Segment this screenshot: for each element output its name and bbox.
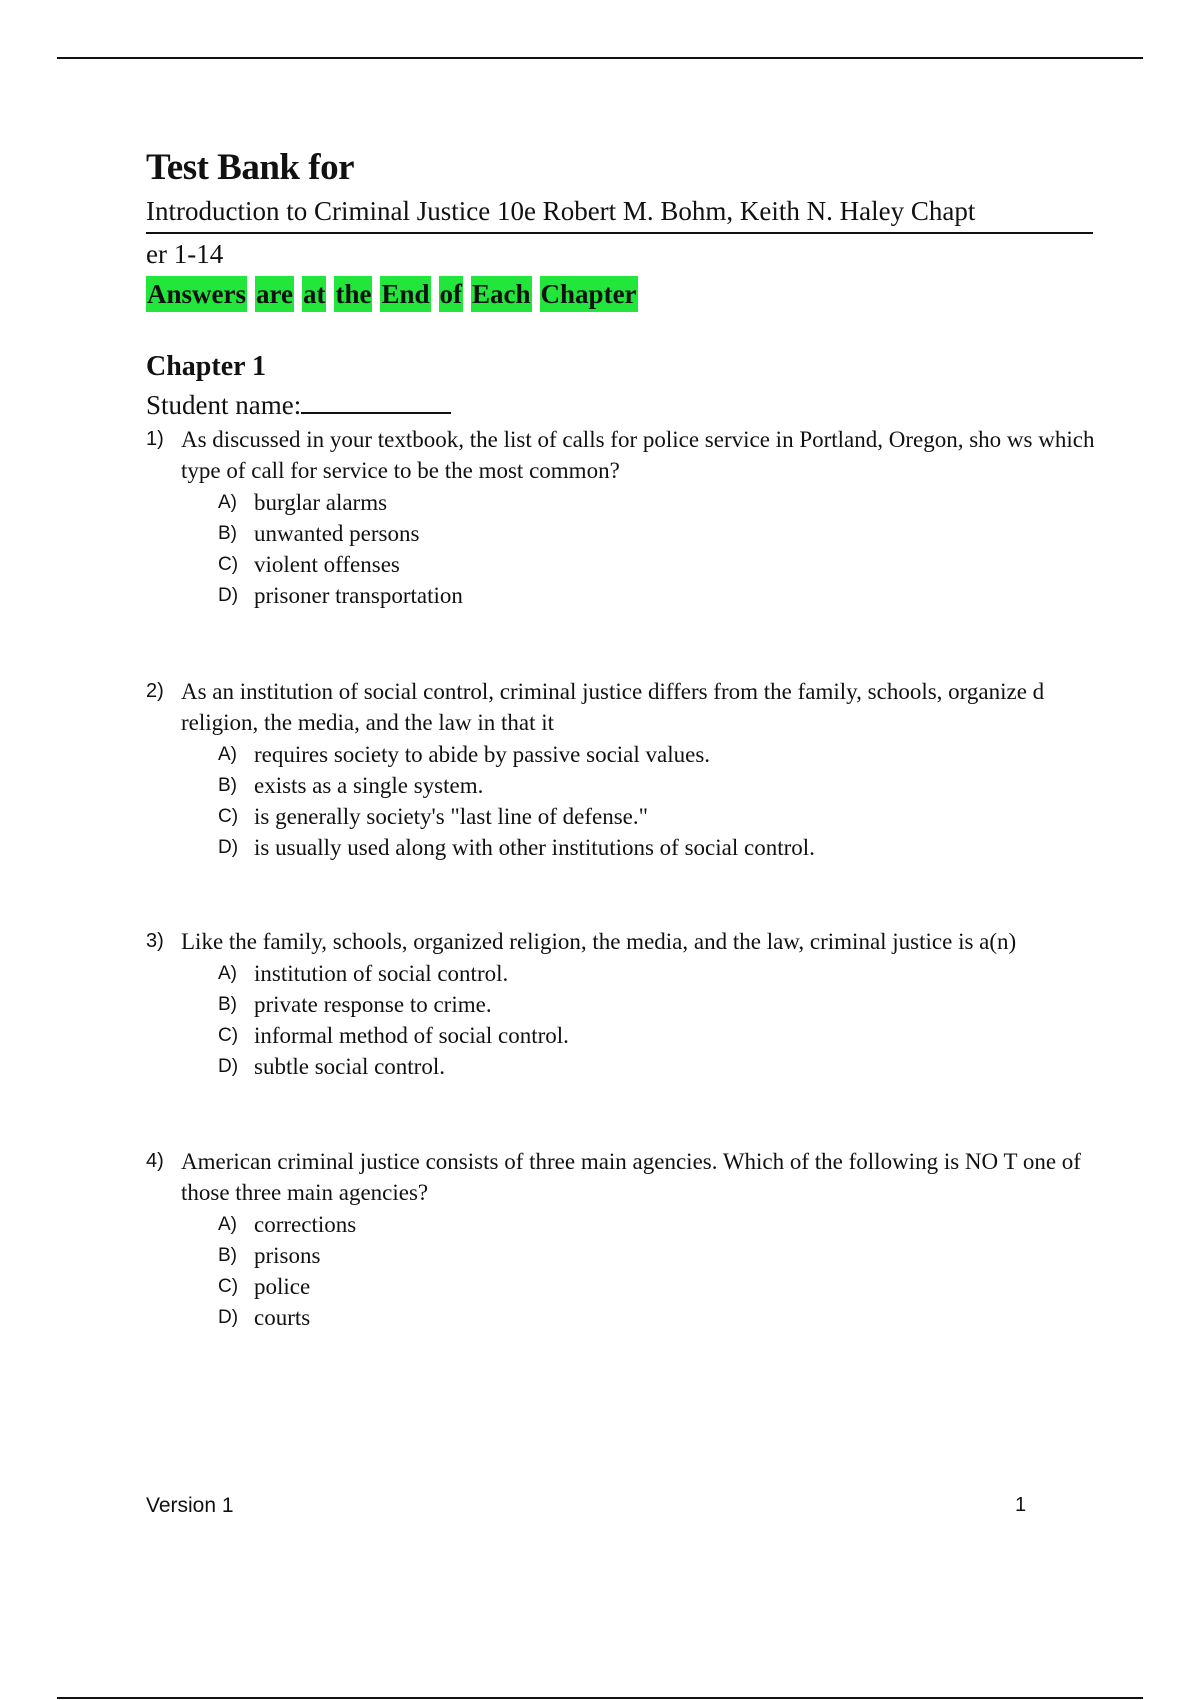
- option-letter: B): [218, 1245, 237, 1266]
- option-text: unwanted persons: [254, 521, 420, 546]
- answers-note-word: Answers: [146, 276, 247, 312]
- option: [218, 1302, 1096, 1333]
- bottom-rule: [57, 1697, 1143, 1699]
- option-letter: D): [218, 1307, 239, 1328]
- option-letter: A): [218, 1214, 237, 1235]
- option-letter: C): [218, 554, 239, 575]
- answers-note-word: End: [380, 276, 430, 312]
- option-text: institution of social control.: [254, 961, 509, 986]
- option-text: violent offenses: [254, 552, 400, 577]
- option-letter: D): [218, 837, 239, 858]
- option-letter: B): [218, 775, 237, 796]
- option-text: prisons: [254, 1243, 321, 1268]
- subtitle-line-2: er 1-14: [146, 239, 224, 269]
- option: [218, 989, 1096, 1020]
- option: [218, 801, 1096, 832]
- options-list: [218, 487, 1096, 611]
- option: [218, 1020, 1096, 1051]
- answers-note-word: the: [334, 276, 372, 312]
- footer-version: Version 1: [146, 1494, 234, 1517]
- student-name-row: [146, 387, 1096, 423]
- question-number: 4): [146, 1150, 164, 1172]
- question-text: As discussed in your textbook, the list of calls for police service in Portland, Oregon, sho ws which type of call for service to be the most common?: [181, 427, 1095, 483]
- question-1: [146, 424, 1096, 611]
- option-text: courts: [254, 1305, 311, 1330]
- question-4: [146, 1146, 1096, 1333]
- question-number: 3): [146, 930, 164, 952]
- question-text: Like the family, schools, organized religion, the media, and the law, criminal justice is a(n): [181, 929, 1017, 954]
- option-letter: D): [218, 585, 239, 606]
- header-block: [146, 143, 1096, 423]
- student-name-label: Student name:: [146, 390, 302, 420]
- option: [218, 487, 1096, 518]
- option-text: private response to crime.: [254, 992, 492, 1017]
- option-text: is usually used along with other institutions of social control.: [254, 835, 815, 860]
- option-text: subtle social control.: [254, 1054, 445, 1079]
- footer-page-number: 1: [1015, 1494, 1027, 1516]
- option-letter: C): [218, 1276, 239, 1297]
- option-text: requires society to abide by passive social values.: [254, 742, 711, 767]
- option-text: prisoner transportation: [254, 583, 463, 608]
- option-letter: A): [218, 963, 237, 984]
- option: [218, 832, 1096, 863]
- option: [218, 958, 1096, 989]
- option-letter: C): [218, 806, 239, 827]
- option: [218, 739, 1096, 770]
- option: [218, 549, 1096, 580]
- option: [218, 770, 1096, 801]
- option-text: is generally society's "last line of defense.": [254, 804, 648, 829]
- option-letter: D): [218, 1056, 239, 1077]
- question-number: 1): [146, 428, 164, 450]
- option-text: corrections: [254, 1212, 357, 1237]
- option: [218, 580, 1096, 611]
- document-title: Test Bank for: [146, 147, 355, 188]
- student-name-blank[interactable]: [301, 390, 451, 414]
- option: [218, 1240, 1096, 1271]
- answers-note: [146, 276, 1096, 312]
- option-text: informal method of social control.: [254, 1023, 569, 1048]
- top-rule: [57, 57, 1143, 59]
- option-letter: A): [218, 744, 237, 765]
- subtitle-line-1: Introduction to Criminal Justice 10e Robert M. Bohm, Keith N. Haley Chapt: [146, 193, 1093, 234]
- chapter-heading: Chapter 1: [146, 351, 267, 382]
- option: [218, 1271, 1096, 1302]
- option-text: exists as a single system.: [254, 773, 484, 798]
- question-number: 2): [146, 680, 164, 702]
- option-letter: B): [218, 523, 237, 544]
- option: [218, 1051, 1096, 1082]
- option: [218, 1209, 1096, 1240]
- options-list: [218, 1209, 1096, 1333]
- option-letter: A): [218, 492, 237, 513]
- question-text: As an institution of social control, criminal justice differs from the family, schools, organize d religion, the media, and the law in that it: [181, 679, 1045, 735]
- answers-note-word: of: [439, 276, 464, 312]
- option-letter: B): [218, 994, 237, 1015]
- option-text: police: [254, 1274, 311, 1299]
- answers-note-word: at: [302, 276, 327, 312]
- question-2: [146, 676, 1096, 863]
- question-3: [146, 926, 1096, 1082]
- option-text: burglar alarms: [254, 490, 388, 515]
- options-list: [218, 739, 1096, 863]
- answers-note-word: Chapter: [540, 276, 638, 312]
- option-letter: C): [218, 1025, 239, 1046]
- option: [218, 518, 1096, 549]
- options-list: [218, 958, 1096, 1082]
- subtitle: [146, 193, 1093, 272]
- answers-note-word: Each: [471, 276, 532, 312]
- question-text: American criminal justice consists of three main agencies. Which of the following is NO T one of those three main agencies?: [181, 1149, 1081, 1205]
- answers-note-word: are: [255, 276, 294, 312]
